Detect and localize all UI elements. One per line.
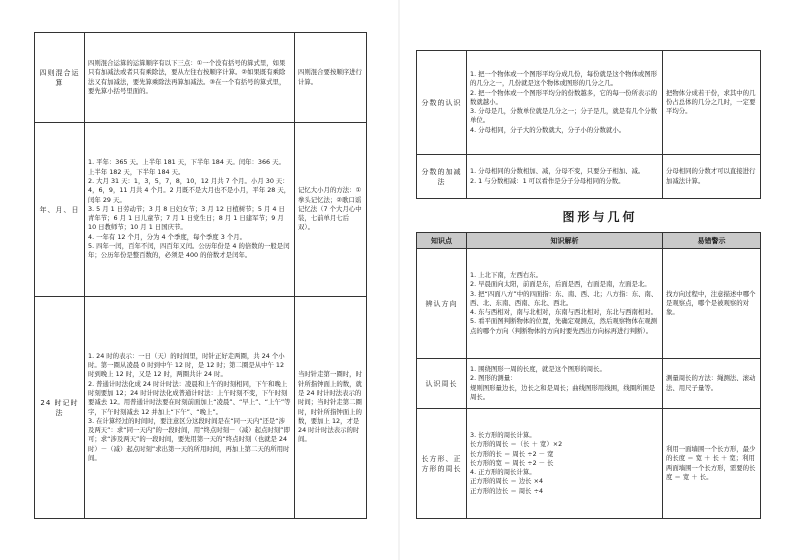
warning-cell: 利用一面墙围一个长方形，最少的长度 ＝ 宽 ＋ 长 ＋ 宽；利用两面墙围一个长方形，需要的长度 ＝ 宽 ＋ 长。 bbox=[663, 409, 761, 519]
topic-cell: 认识周长 bbox=[417, 359, 467, 409]
table-row bbox=[35, 297, 367, 519]
warning-cell: 记忆大小月的方法：①拳头记忆法；②歌口谣记忆法（7 个大月心中装，七前单月七后双）。 bbox=[295, 123, 367, 297]
topic-cell: 长方形、正方形的周长 bbox=[417, 409, 467, 519]
topic-cell: 24 时记时法 bbox=[35, 297, 85, 519]
fraction-table bbox=[416, 50, 761, 199]
table-row bbox=[417, 51, 761, 155]
content-cell: 1. 上北下南，左西右东。 2. 早晨面向太阳，前面是东，后面是西，右面是南，左面是北。 3. 把“四面八方”中的四面指：东、南、西、北；八方指：东、南、西、北、东南、西南、东北、西北。 4. 东与西相对，南与北相对，东南与西北相对，东北与西南相对。 5. 看平面图判断物体的位置，先确定观测点，然后观察物体在观测点的哪个方向（判断物体的方向时要先西出方向标再进行判断）。 bbox=[467, 249, 663, 359]
topic-cell: 分数的认识 bbox=[417, 51, 467, 155]
table-header-row bbox=[417, 233, 761, 249]
topic-cell: 年、月、日 bbox=[35, 123, 85, 297]
topic-cell: 分数的加减法 bbox=[417, 155, 467, 199]
topic-cell: 辨认方向 bbox=[417, 249, 467, 359]
table-row bbox=[417, 249, 761, 359]
warning-cell: 把物体分成若干份，求其中的几份占总体的几分之几时，一定要平均分。 bbox=[663, 51, 761, 155]
content-cell: 1. 分母相同的分数相加、减，分母不变，只要分子相加、减。 2. 1 与分数相减：1 可以看作是分子分母相同的分数。 bbox=[467, 155, 663, 199]
header-content: 知识解析 bbox=[467, 233, 663, 249]
table-row bbox=[417, 359, 761, 409]
header-topic: 知识点 bbox=[417, 233, 467, 249]
table-row bbox=[35, 33, 367, 123]
warning-cell: 四则混合要按顺序进行计算。 bbox=[295, 33, 367, 123]
content-cell: 四则混合运算的运算顺序有以下三点：①一个没有括号的算式里，如果只有加减法或者只有乘除法，要从左往右按顺序计算。②如果既有乘除法又有加减法，要先算乘除法再算加减法。③在一个有括号的算式里，要先算小括号里面的。 bbox=[85, 33, 295, 123]
warning-cell: 分母相同的分数才可以直接进行加减法计算。 bbox=[663, 155, 761, 199]
warning-cell: 找方向过程中，注意描述中哪个是观察点，哪个是被观察的对象。 bbox=[663, 249, 761, 359]
header-warning: 易错警示 bbox=[663, 233, 761, 249]
content-cell: 1. 24 时的表示：一日（天）的时间里，时针正好走两圈，共 24 个小时。第一圈从凌晨 0 时到中午 12 时，是 12 时；第二圈是从中午 12 时到晚上 12 时，又是 12 时，两圈共计 24 时。 2. 普通计时法化成 24 时计时法：凌晨和上午的时刻相同，下午和晚上时刻要加 12；24 时计时法化成普通计时法：上午时刻不变，下午时刻要减去 12。用普通计时法要在时刻前面加上“凌晨”、“早上”、“上午”等字，下午时刻减去 12 并加上“下午”、“晚上”。 3. 在计算经过的时间时，要注意区分这段时间是在“同一天内”还是“涉及两天”：求“同一天内”的一段时间，用“终点时刻－（减）起点时刻”即可；求“涉及两天”的一段时间，要先用第一天的“终点时刻（也就是 24 时）－（减）起点时刻”求出第一天的所用时间，再加上第二天的所用时间。 bbox=[85, 297, 295, 519]
warning-cell: 测量周长的方法：绳测法、滚动法、用尺子量等。 bbox=[663, 359, 761, 409]
table-row bbox=[417, 155, 761, 199]
content-cell: 1. 围绕图形一周的长度，就是这个图形的周长。 2. 图形的测量： 规则图形量边长，边长之和是周长；曲线图形用线围，线圈所围是周长。 bbox=[467, 359, 663, 409]
topic-cell: 四则混合运算 bbox=[35, 33, 85, 123]
content-cell: 1. 把一个物体或一个图形平均分成几份，每份就是这个物体或图形的几分之一，几份就是这个物体或图形的几分之几。 2. 把一个物体或一个图形平均分的份数越多，它的每一份所表示的数就越小。 3. 分母是几，分数单位就是几分之一；分子是几，就是有几个分数单位。 4. 分母相同，分子大的分数就大，分子小的分数就小。 bbox=[467, 51, 663, 155]
content-cell: 1. 平年：365 天。上半年 181 天，下半年 184 天。闰年：366 天。上半年 182 天，下半年 184 天。 2. 大月 31 天：1，3，5，7，8，10，12 月共 7 个月。小月 30 天：4，6，9，11 月共 4 个月。2 月既不是大月也不是小月，平年 28 天，闰年 29 天。 3. 5 月 1 日劳动节；3 月 8 日妇女节；3 月 12 日植树节；5 月 4 日青年节；6 月 1 日儿童节；7 月 1 日党生日；8 月 1 日建军节；9 月 10 日教师节；10 月 1 日国庆节。 4. 一年有 12 个月，分为 4 个季度，每个季度 3 个月。 5. 四年一闰，百年不闰，四百年又闰。公历年份是 4 的倍数的一般是闰年；公历年份是整百数的，必须是 400 的倍数才是闰年。 bbox=[85, 123, 295, 297]
section-title: 图形与几何 bbox=[562, 210, 638, 224]
right-page bbox=[400, 0, 800, 560]
content-cell: 3. 长方形的周长计算。 长方形的周长 ＝（长 ＋ 宽）×2 长方形的长 ＝ 周长 ÷2 － 宽 长方形的宽 ＝ 周长 ÷2 － 长 4. 正方形的周长计算。 正方形的周长 ＝ 边长 ×4 正方形的边长 ＝ 周长 ÷4 bbox=[467, 409, 663, 519]
table-row bbox=[417, 409, 761, 519]
warning-cell: 当时针走第一圈时，时针所指钟面上的数，就是 24 时计时法表示的时间；当时针走第二圈时，时针所指钟面上的数，要加上 12，才是 24 时计时法表示的时间。 bbox=[295, 297, 367, 519]
geometry-table bbox=[416, 232, 761, 519]
table-row bbox=[35, 123, 367, 297]
left-knowledge-table bbox=[34, 32, 367, 519]
